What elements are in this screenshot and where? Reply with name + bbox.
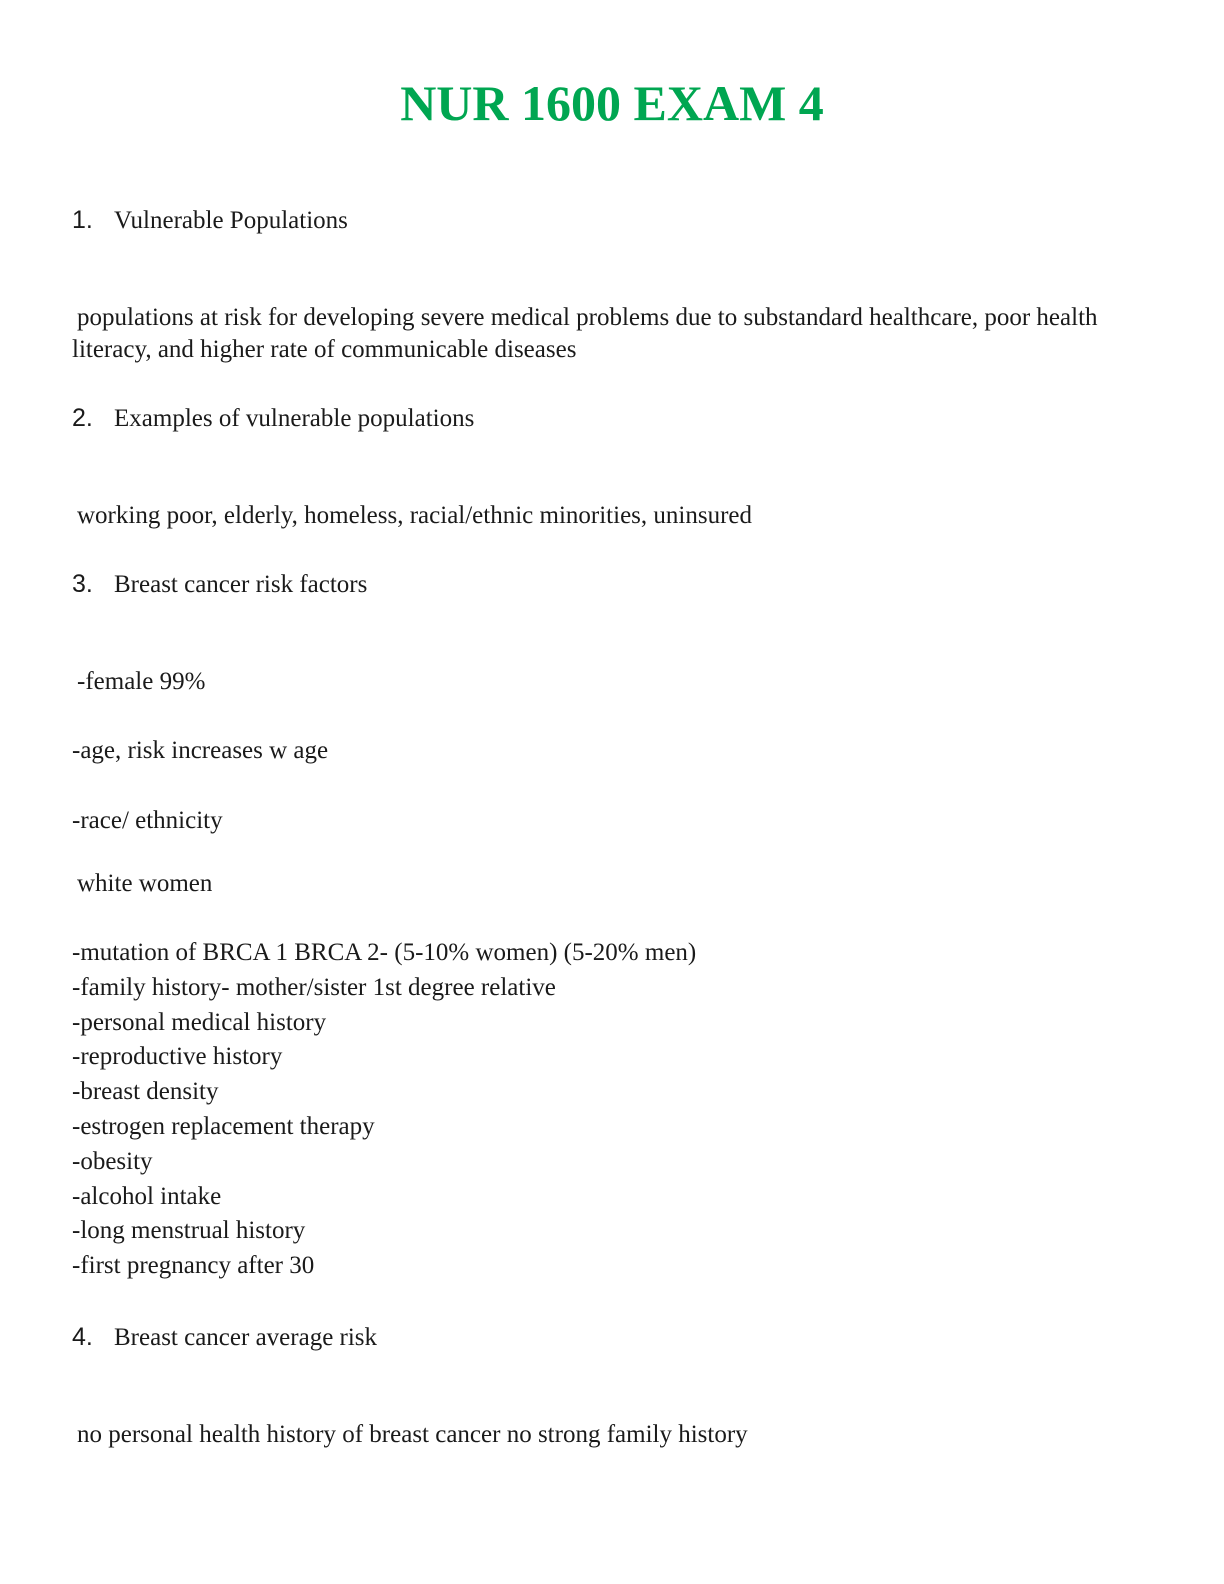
answer-2: working poor, elderly, homeless, racial/ethnic minorities, uninsured: [77, 502, 752, 529]
list-item: -first pregnancy after 30: [72, 1252, 315, 1280]
question-prompt: Breast cancer average risk: [114, 1324, 378, 1351]
question-prompt: Vulnerable Populations: [114, 207, 348, 234]
list-item: -breast density: [72, 1078, 219, 1106]
question-4: [72, 1323, 377, 1352]
list-item: -alcohol intake: [72, 1182, 222, 1210]
question-prompt: Examples of vulnerable populations: [114, 405, 475, 432]
document-title: NUR 1600 EXAM 4: [400, 75, 824, 131]
question-number: 4.: [72, 1323, 93, 1351]
list-item: -personal medical history: [72, 1008, 327, 1036]
answer-4: no personal health history of breast cancer no strong family history: [77, 1421, 748, 1448]
answer-line: -female 99%: [77, 668, 206, 695]
question-number: 1.: [72, 206, 93, 234]
question-2: [72, 404, 474, 433]
question-1: [72, 206, 348, 235]
list-item: -obesity: [72, 1147, 153, 1175]
list-item: -reproductive history: [72, 1043, 283, 1071]
question-3: [72, 570, 367, 599]
question-number: 2.: [72, 404, 93, 432]
list-item: -mutation of BRCA 1 BRCA 2- (5-10% women) (5-20% men): [72, 939, 697, 966]
answer-line: white women: [77, 870, 213, 897]
question-number: 3.: [72, 570, 93, 598]
answer-line: -race/ ethnicity: [72, 807, 223, 834]
list-item: -estrogen replacement therapy: [72, 1112, 375, 1140]
question-prompt: Breast cancer risk factors: [114, 571, 368, 598]
risk-factor-list: [72, 936, 696, 1284]
list-item: -long menstrual history: [72, 1217, 306, 1245]
answer-1: populations at risk for developing severe medical problems due to substandard healthcare, poor health literacy, and higher rate of communicable diseases: [72, 304, 1098, 363]
answer-line: -age, risk increases w age: [72, 737, 329, 764]
list-item: -family history- mother/sister 1st degree relative: [72, 973, 556, 1001]
